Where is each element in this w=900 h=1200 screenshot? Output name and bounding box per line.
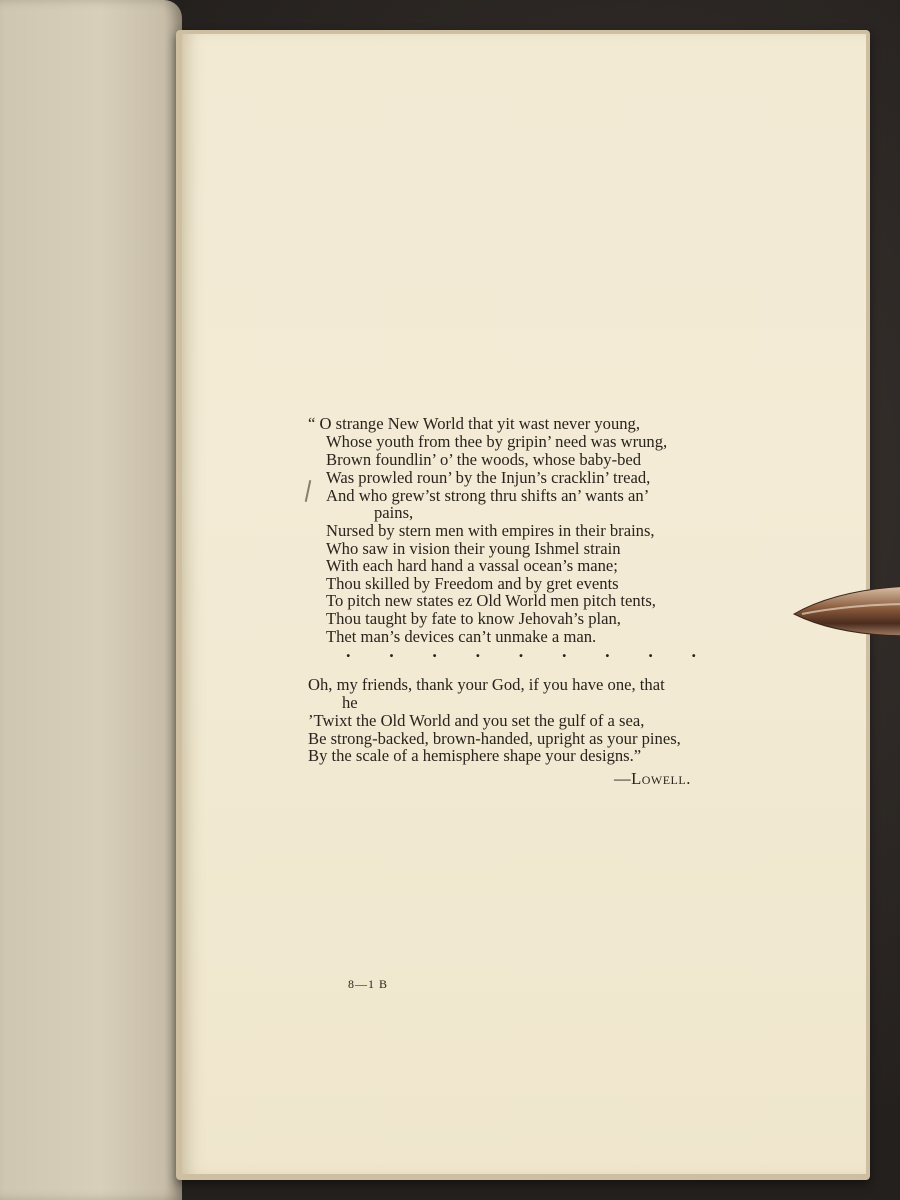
ellipsis-dot: . [691, 641, 696, 661]
poem-line: pains, [374, 503, 414, 522]
poem-line: “ O strange New World that yit wast never young, [308, 414, 640, 433]
poem-line: Oh, my friends, thank your God, if you have one, that [308, 675, 665, 694]
poem-line: Nursed by stern men with empires in their brains, [326, 521, 655, 540]
poem-line: Brown foundlin’ o’ the woods, whose baby-bed [326, 450, 642, 469]
poem-line: Be strong-backed, brown-handed, upright as your pines, [308, 729, 681, 748]
ellipsis-dot: . [561, 641, 567, 661]
ellipsis-dot: . [346, 641, 351, 661]
left-page [0, 0, 182, 1200]
poem-line: ’Twixt the Old World and you set the gulf of a sea, [308, 711, 645, 730]
poem-line: By the scale of a hemisphere shape your designs.” [308, 746, 642, 765]
poem-line: Thou taught by fate to know Jehovah’s plan, [326, 609, 621, 628]
poem-line: Whose youth from thee by gripin’ need was wrung, [326, 432, 668, 451]
attribution: —Lowell. [614, 769, 691, 788]
ellipsis-dot: . [518, 641, 524, 661]
poem-line: Was prowled roun’ by the Injun’s cracklin’ tread, [326, 468, 651, 487]
poem-line: Thet man’s devices can’t unmake a man. [326, 627, 597, 646]
ellipsis-dot: . [432, 641, 437, 661]
ellipsis-dot: . [475, 641, 481, 661]
ellipsis-dot: . [648, 641, 653, 661]
poem-line: Who saw in vision their young Ishmel strain [326, 539, 621, 558]
poem-quotation [182, 34, 866, 1174]
poem-line: Thou skilled by Freedom and by gret events [326, 574, 619, 593]
ellipsis-dot: . [605, 641, 610, 661]
poem-line: To pitch new states ez Old World men pitch tents, [326, 591, 656, 610]
ellipsis-row [346, 642, 696, 660]
pen-tip-icon [792, 584, 900, 640]
ellipsis-dot: . [389, 641, 394, 661]
book-page [182, 34, 866, 1174]
signature-mark: 8—1 B [348, 977, 389, 991]
poem-line: And who grew’st strong thru shifts an’ wants an’ [326, 486, 650, 505]
poem-line: he [342, 693, 358, 712]
poem-line: With each hard hand a vassal ocean’s mane; [326, 556, 618, 575]
